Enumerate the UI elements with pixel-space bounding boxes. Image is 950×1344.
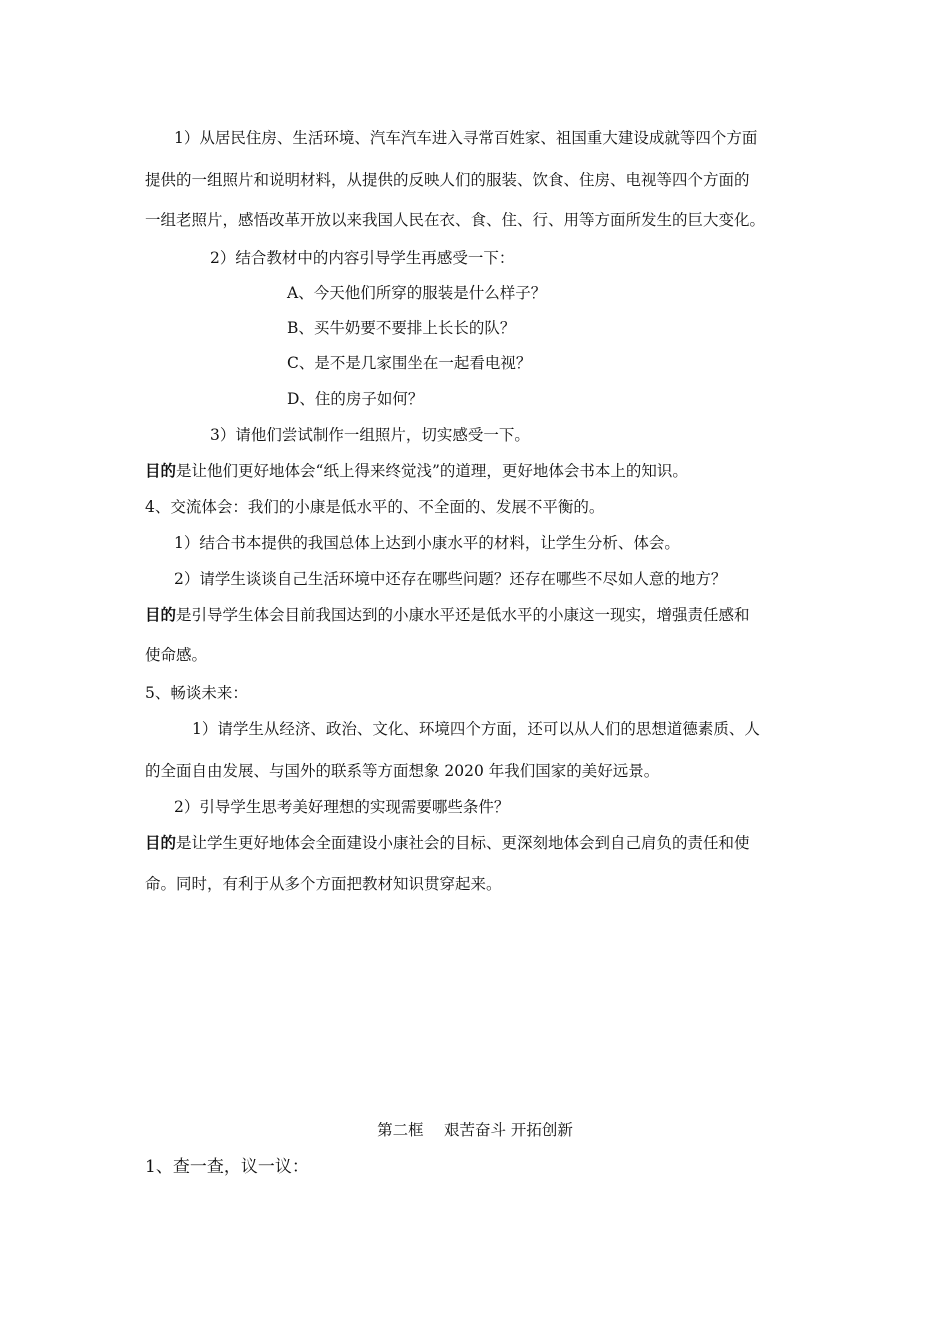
paragraph-2: 2）结合教材中的内容引导学生再感受一下： <box>210 249 515 267</box>
section-5-item-1-line-2: 的全面自由发展、与国外的联系等方面想象 2020 年我们国家的美好远景。 <box>145 762 660 780</box>
paragraph-3: 3）请他们尝试制作一组照片，切实感受一下。 <box>210 426 530 444</box>
goal-2-lead: 目的 <box>145 606 177 624</box>
goal-2-line-2: 使命感。 <box>145 646 208 664</box>
goal-3-lead: 目的 <box>145 834 177 852</box>
question-a: A、今天他们所穿的服装是什么样子？ <box>287 284 547 302</box>
section-4-heading: 4、交流体会：我们的小康是低水平的、不全面的、发展不平衡的。 <box>145 498 605 516</box>
paragraph-1-line-3: 一组老照片，感悟改革开放以来我国人民在衣、食、住、行、用等方面所发生的巨大变化。 <box>145 211 766 229</box>
goal-3-line-2: 命。同时，有利于从多个方面把教材知识贯穿起来。 <box>145 875 502 893</box>
question-d: D、住的房子如何？ <box>287 390 424 408</box>
paragraph-1-line-2: 提供的一组照片和说明材料，从提供的反映人们的服装、饮食、住房、电视等四个方面的 <box>145 171 750 189</box>
paragraph-1-line-1: 1）从居民住房、生活环境、汽车汽车进入寻常百姓家、祖国重大建设成就等四个方面 <box>174 129 758 147</box>
section-5-item-2: 2）引导学生思考美好理想的实现需要哪些条件？ <box>174 798 510 816</box>
goal-1 <box>145 461 688 481</box>
goal-2-text: 是引导学生体会目前我国达到的小康水平还是低水平的小康这一现实，增强责任感和 <box>176 606 750 624</box>
subsection-1-heading: 1、查一查，议一议： <box>145 1157 309 1177</box>
question-b: B、买牛奶要不要排上长长的队？ <box>287 319 516 337</box>
section-title: 第二框 艰苦奋斗 开拓创新 <box>377 1121 573 1139</box>
goal-3-text: 是让学生更好地体会全面建设小康社会的目标、更深刻地体会到自己肩负的责任和使 <box>176 834 750 852</box>
section-4-item-2: 2）请学生谈谈自己生活环境中还存在哪些问题？还存在哪些不尽如人意的地方？ <box>174 570 727 588</box>
section-5-heading: 5、畅谈未来： <box>145 684 248 702</box>
question-c: C、是不是几家围坐在一起看电视？ <box>287 354 532 372</box>
section-5-item-1-line-1: 1）请学生从经济、政治、文化、环境四个方面，还可以从人们的思想道德素质、人 <box>192 720 760 738</box>
goal-1-text: 是让他们更好地体会“纸上得来终觉浅”的道理，更好地体会书本上的知识。 <box>176 462 688 480</box>
goal-3-line-1 <box>145 833 750 853</box>
goal-1-lead: 目的 <box>145 462 177 480</box>
goal-2-line-1 <box>145 605 750 625</box>
section-4-item-1: 1）结合书本提供的我国总体上达到小康水平的材料，让学生分析、体会。 <box>174 534 680 552</box>
